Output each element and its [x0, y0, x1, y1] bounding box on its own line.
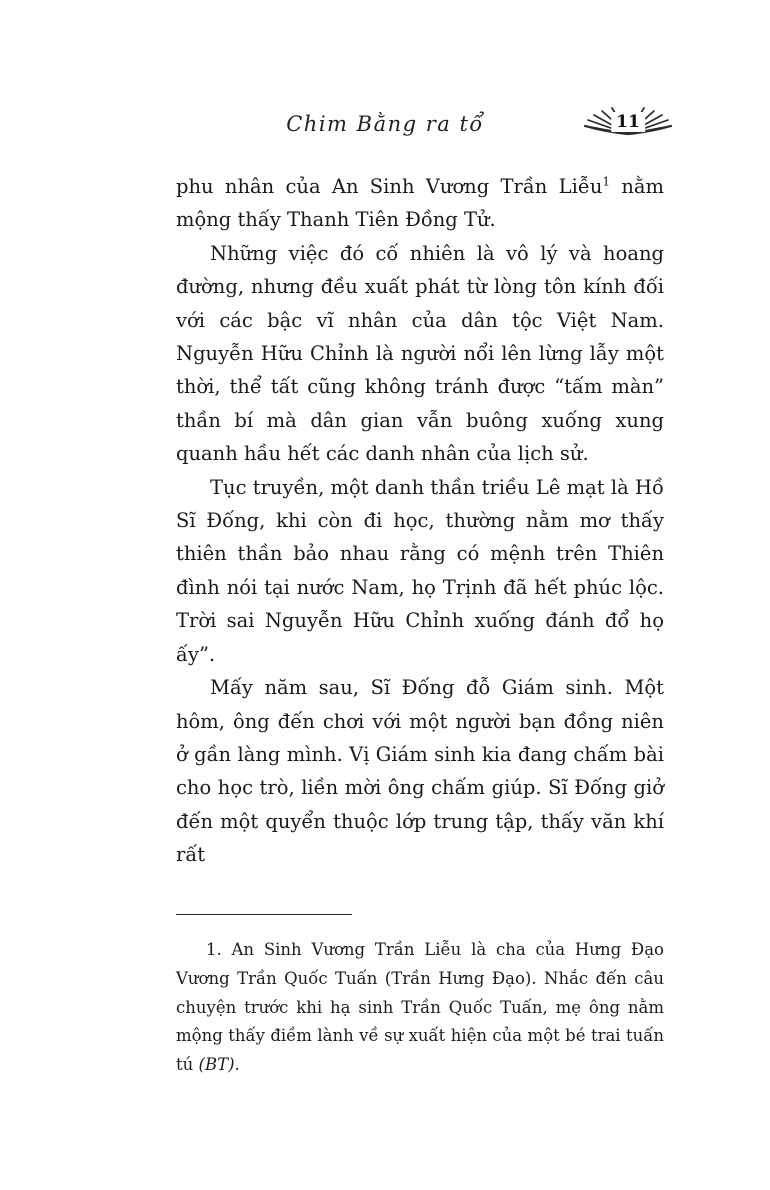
footnote-block — [176, 936, 664, 1080]
running-header — [0, 106, 770, 146]
footnote-separator — [176, 914, 352, 915]
paragraph-1-text: phu nhân của An Sinh Vương Trần Liễu — [176, 175, 603, 198]
footnote-1-text: 1. An Sinh Vương Trần Liễu là cha của Hưng Đạo Vương Trần Quốc Tuấn (Trần Hưng Đạo). Nhắc đến câu chuyện trước khi hạ sinh Trần Quốc Tuấn, mẹ ông nằm mộng thấy điềm lành về sự xuất hiện của một bé trai tuấn tú — [176, 940, 664, 1075]
page-number: 11 — [611, 112, 645, 132]
paragraph-2: Những việc đó cố nhiên là vô lý và hoang đường, nhưng đều xuất phát từ lòng tôn kính đối với các bậc vĩ nhân của dân tộc Việt Nam. Nguyễn Hữu Chỉnh là người nổi lên lừng lẫy một thời, thể tất cũng không tránh được “tấm màn” thần bí mà dân gian vẫn buông xuống xung quanh hầu hết các danh nhân của lịch sử. — [176, 241, 664, 466]
paragraph-1 — [176, 170, 664, 237]
paragraph-1-text-after: nằm mộng thấy Thanh Tiên Đồng Tử. — [176, 175, 664, 232]
body-text — [176, 170, 664, 872]
footnote-reference-mark: 1 — [602, 174, 611, 189]
paragraph-3: Tục truyền, một danh thần triều Lê mạt là Hồ Sĩ Đống, khi còn đi học, thường nằm mơ thấy thiên thần bảo nhau rằng có mệnh trên Thiên đình nói tại nước Nam, họ Trịnh đã hết phúc lộc. Trời sai Nguyễn Hữu Chỉnh xuống đánh đổ họ ấy”. — [176, 475, 664, 666]
page-number-ornament — [582, 106, 674, 140]
footnote-1-editor-mark: (BT) — [198, 1055, 235, 1075]
footnote-1 — [176, 936, 664, 1080]
paragraph-4: Mấy năm sau, Sĩ Đống đỗ Giám sinh. Một hôm, ông đến chơi với một người bạn đồng niên ở gần làng mình. Vị Giám sinh kia đang chấm bài cho học trò, liền mời ông chấm giúp. Sĩ Đống giở đến một quyển thuộc lớp trung tập, thấy văn khí rất — [176, 676, 664, 867]
footnote-1-suffix: . — [234, 1055, 240, 1075]
chapter-title: Chim Bằng ra tổ — [286, 112, 484, 136]
